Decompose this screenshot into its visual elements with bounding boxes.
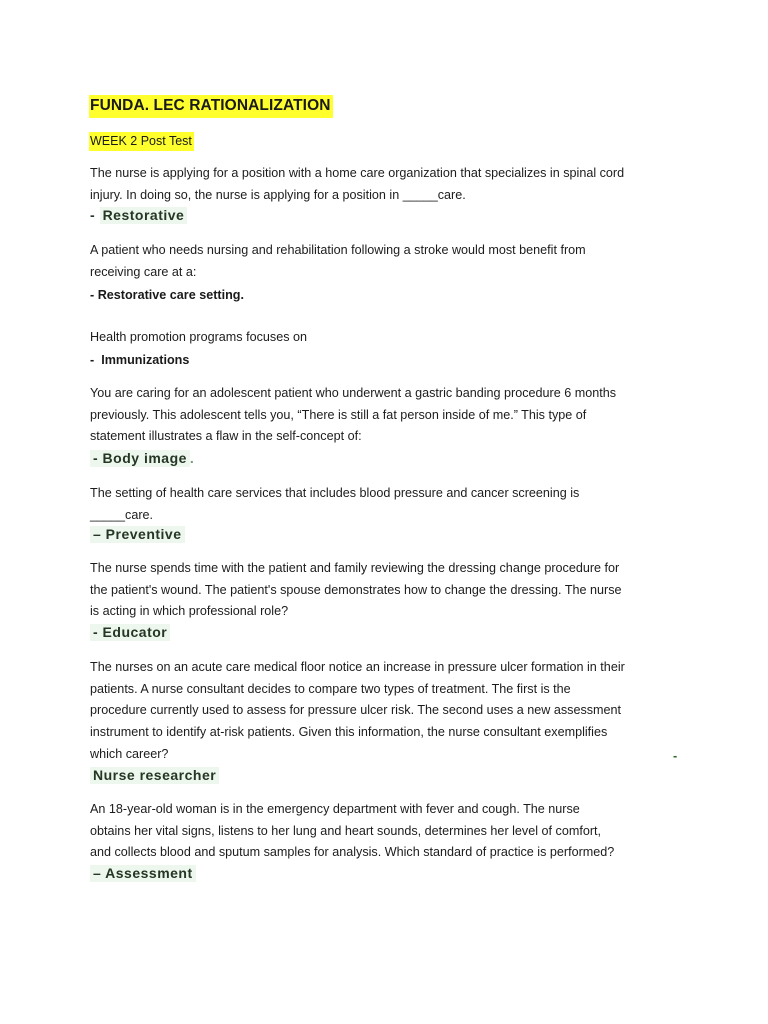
question-line: previously. This adolescent tells you, “There is still a fat person inside of me.” This type of [90,407,587,422]
question-line: statement illustrates a flaw in the self-concept of: [90,429,362,444]
question-1 [90,163,690,206]
answer-8 [90,864,196,883]
answer-prefix: - [90,207,100,223]
question-5 [90,483,690,526]
answer-text: Restorative [100,207,188,224]
answer-text: Nurse researcher [90,767,219,784]
question-line: is acting in which professional role? [90,604,289,619]
answer-1 [90,206,187,225]
question-line: instrument to identify at-risk patients. Given this information, the nurse consultant exemplifies [90,725,608,740]
question-line: The nurses on an acute care medical floor notice an increase in pressure ulcer formation in their [90,660,625,674]
question-4 [90,383,690,448]
question-line: Health promotion programs focuses on [90,330,308,344]
answer-text: – Preventive [90,526,185,543]
question-line: The nurse spends time with the patient and family reviewing the dressing change procedure for [90,561,620,575]
question-line: and collects blood and sputum samples for analysis. Which standard of practice is performed? [90,845,615,860]
question-3 [90,327,690,349]
question-2 [90,240,690,283]
question-line: The setting of health care services that includes blood pressure and cancer screening is [90,486,580,500]
question-8 [90,799,690,864]
answer-4 [90,449,194,468]
answer-text: – Assessment [90,865,196,882]
question-7 [90,657,690,766]
answer-text: - Body image [90,450,190,467]
question-line: procedure currently used to assess for pressure ulcer risk. The second uses a new assessment [90,703,622,718]
document-title: FUNDA. LEC RATIONALIZATION [89,95,333,118]
question-line: receiving care at a: [90,264,197,279]
question-line: obtains her vital signs, listens to her lung and heart sounds, determines her level of comfort, [90,823,602,838]
answer-5 [90,525,185,544]
question-line: injury. In doing so, the nurse is applying for a position in _____care. [90,187,466,202]
document-subtitle: WEEK 2 Post Test [89,132,194,151]
answer-2: - Restorative care setting. [90,288,244,302]
question-6 [90,558,690,623]
question-line: A patient who needs nursing and rehabilitation following a stroke would most benefit from [90,243,586,257]
answer-3: - Immunizations [90,353,190,367]
answer-7-dash: - [673,749,678,763]
question-line: You are caring for an adolescent patient who underwent a gastric banding procedure 6 months [90,386,617,400]
question-line: the patient's wound. The patient's spouse demonstrates how to change the dressing. The nurse [90,582,622,597]
question-line: An 18-year-old woman is in the emergency department with fever and cough. The nurse [90,802,580,816]
question-line: _____care. [90,507,154,522]
question-line: The nurse is applying for a position with a home care organization that specializes in spinal cord [90,166,625,180]
answer-suffix: . [189,450,195,466]
question-line: which career? [90,746,169,761]
answer-6 [90,623,170,642]
question-line: patients. A nurse consultant decides to compare two types of treatment. The first is the [90,681,571,696]
answer-text: - Educator [90,624,170,641]
answer-7 [90,766,219,785]
